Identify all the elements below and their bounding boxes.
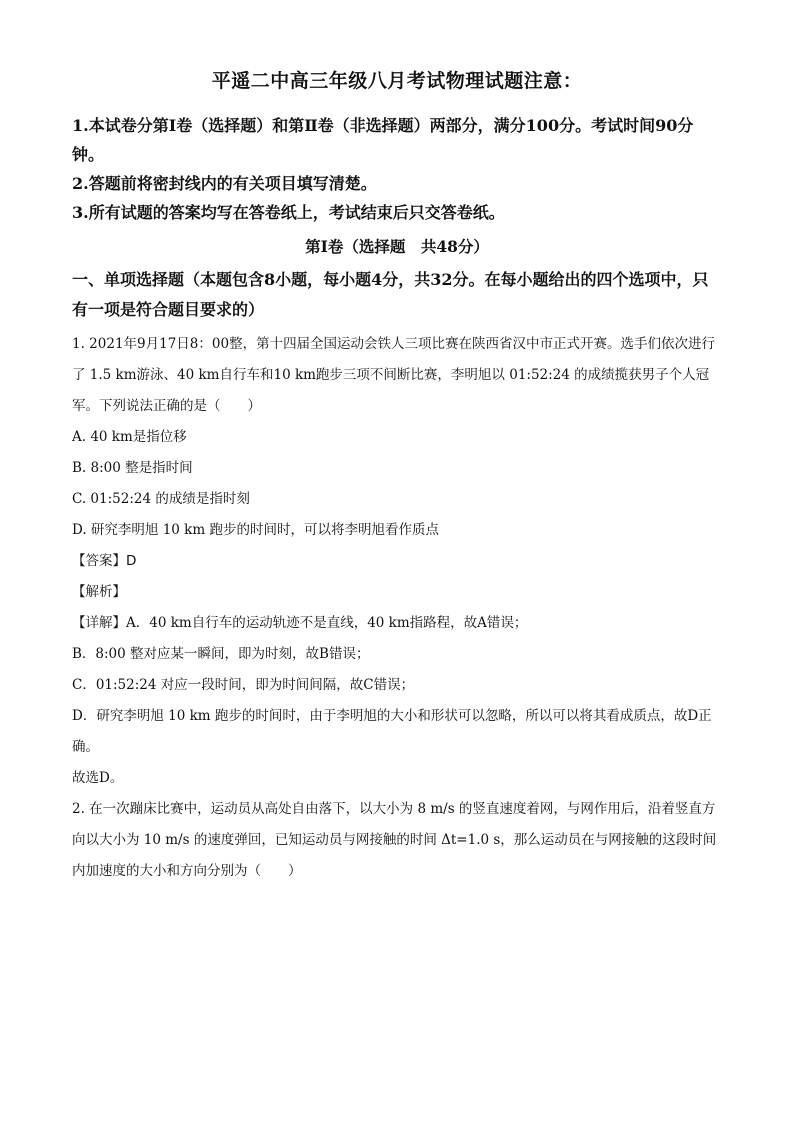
question-1 [72,329,722,794]
detail-line-c: C．01:52:24 对应一段时间，即为时间间隔，故C错误； [72,677,415,693]
question-1-stem: 1. 2021年9月17日8：00整，第十四届全国运动会铁人三项比赛在陕西省汉中市正式开赛。选手们依次进行了 1.5 km游泳、40 km自行车和10 km跑步三项不间断比赛，李明旭以 01:52:24 的成绩揽获男子个人冠军。下列说法正确的是（ ） [72,336,716,414]
question-1-option-b: B. 8:00 整是指时间 [72,460,193,476]
notice-item-1: 1.本试卷分第Ⅰ卷（选择题）和第Ⅱ卷（非选择题）两部分，满分100分。考试时间90分钟。 [72,116,694,164]
question-2 [72,794,722,887]
notice-block [72,111,722,227]
analysis-tag: 【解析】 [72,584,126,600]
page-title: 平遥二中高三年级八月考试物理试题注意： [211,70,583,92]
detail-line-d: D．研究李明旭 10 km 跑步的时间时，由于李明旭的大小和形状可以忽略，所以可以将其看成质点，故D正确。 [72,708,712,755]
notice-item-3: 3.所有试题的答案均写在答卷纸上，考试结束后只交答卷纸。 [72,203,505,222]
section-heading: 一、单项选择题（本题包含8小题，每小题4分，共32分。在每小题给出的四个选项中，只有一项是符合题目要求的） [72,270,709,319]
question-1-option-a: A. 40 km是指位移 [72,429,187,445]
detail-conclusion: 故选D。 [72,770,124,786]
notice-item-2: 2.答题前将密封线内的有关项目填写清楚。 [72,174,377,193]
question-2-stem: 2. 在一次蹦床比赛中，运动员从高处自由落下，以大小为 8 m/s 的竖直速度着网，与网作用后，沿着竖直方向以大小为 10 m/s 的速度弹回，已知运动员与网接触的时间 Δt=1.0 s，那么运动员在与网接触的这段时间内加速度的大小和方向分别为（ ） [72,801,717,879]
question-1-option-c: C. 01:52:24 的成绩是指时刻 [72,491,250,507]
question-1-option-d: D. 研究李明旭 10 km 跑步的时间时，可以将李明旭看作质点 [72,522,439,538]
detail-line-a: 【详解】A．40 km自行车的运动轨迹不是直线，40 km指路程，故A错误； [72,615,528,631]
section-title: 第Ⅰ卷（选择题 共48分） [305,237,489,256]
answer-tag: 【答案】D [72,553,137,569]
detail-line-b: B．8:00 整对应某一瞬间，即为时刻，故B错误； [72,646,370,662]
